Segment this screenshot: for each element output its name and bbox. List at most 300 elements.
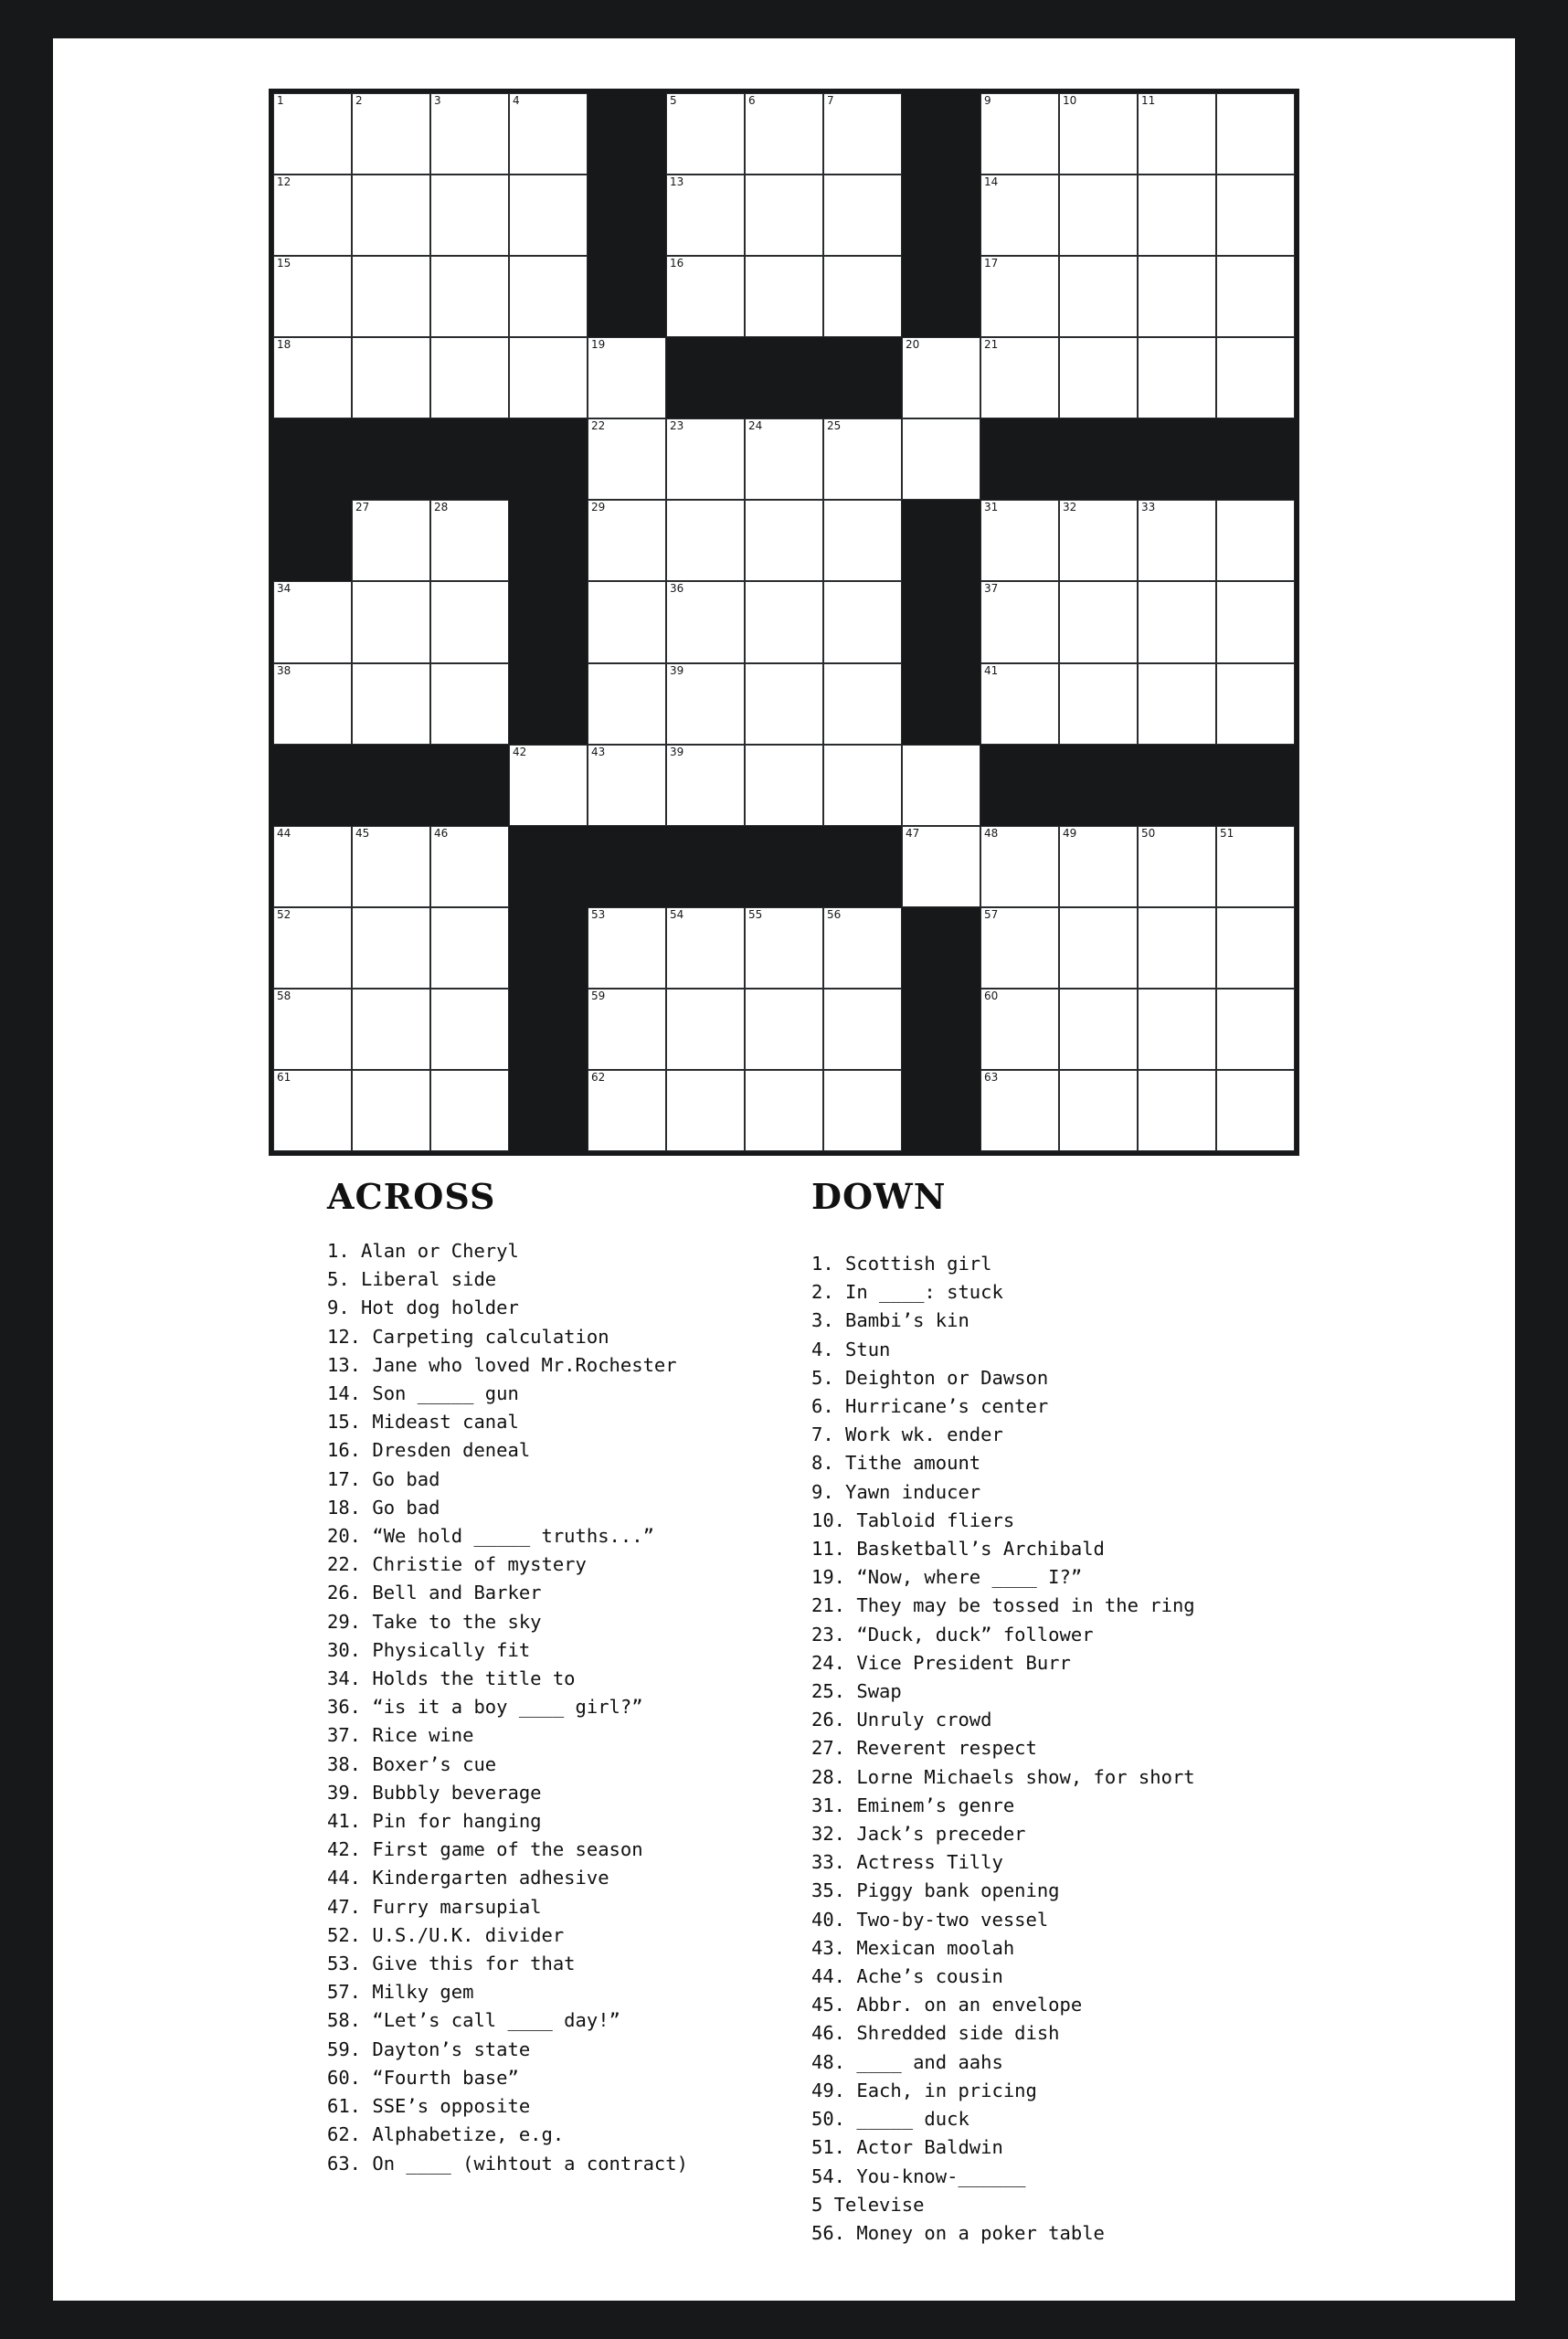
grid-block xyxy=(1138,418,1216,500)
grid-cell[interactable] xyxy=(745,745,823,826)
across-clue-item: 47. Furry marsupial xyxy=(327,1895,542,1918)
grid-cell[interactable] xyxy=(980,663,1059,745)
cell-number: 59 xyxy=(591,989,606,1002)
grid-cell[interactable] xyxy=(352,1070,430,1151)
grid-block xyxy=(509,826,588,907)
grid-cell[interactable] xyxy=(980,500,1059,581)
cell-number: 18 xyxy=(277,338,291,352)
down-clue-item: 11. Basketball’s Archibald xyxy=(811,1538,1105,1561)
grid-cell[interactable] xyxy=(1138,256,1216,337)
grid-cell[interactable] xyxy=(745,663,823,745)
down-clue-item: 28. Lorne Michaels show, for short xyxy=(811,1765,1195,1788)
grid-block xyxy=(430,745,509,826)
grid-block xyxy=(430,418,509,500)
grid-cell[interactable] xyxy=(745,989,823,1070)
grid-cell[interactable] xyxy=(430,581,509,662)
grid-cell[interactable] xyxy=(588,1070,666,1151)
cell-number: 33 xyxy=(1141,501,1156,514)
cell-number: 28 xyxy=(434,501,449,514)
cell-number: 53 xyxy=(591,907,606,921)
down-clue-item: 35. Piggy bank opening xyxy=(811,1879,1060,1902)
grid-cell[interactable] xyxy=(509,745,588,826)
grid-cell[interactable] xyxy=(1216,500,1295,581)
across-clue-item: 15. Mideast canal xyxy=(327,1411,519,1434)
down-clue-item: 10. Tabloid fliers xyxy=(811,1508,1015,1531)
cell-number: 4 xyxy=(513,94,520,107)
across-clue-item: 16. Dresden deneal xyxy=(327,1439,531,1462)
across-clue-item: 57. Milky gem xyxy=(327,1981,474,2004)
grid-cell[interactable] xyxy=(1138,826,1216,907)
grid-cell[interactable] xyxy=(1138,500,1216,581)
down-clue-item: 2. In ____: stuck xyxy=(811,1281,1003,1304)
grid-cell[interactable] xyxy=(1059,175,1138,256)
down-clue-item: 1. Scottish girl xyxy=(811,1253,992,1275)
grid-cell[interactable] xyxy=(1216,581,1295,662)
cell-number: 21 xyxy=(984,338,999,352)
grid-cell[interactable] xyxy=(823,418,902,500)
grid-cell[interactable] xyxy=(902,745,980,826)
grid-cell[interactable] xyxy=(1216,337,1295,418)
grid-cell[interactable] xyxy=(745,175,823,256)
grid-cell[interactable] xyxy=(273,581,352,662)
grid-cell[interactable] xyxy=(823,663,902,745)
grid-cell[interactable] xyxy=(823,1070,902,1151)
cell-number: 3 xyxy=(434,94,441,107)
cell-number: 39 xyxy=(670,745,684,758)
cell-number: 49 xyxy=(1063,826,1077,840)
grid-block xyxy=(902,256,980,337)
grid-cell[interactable] xyxy=(273,907,352,989)
down-clue-item: 44. Ache’s cousin xyxy=(811,1965,1003,1988)
grid-cell[interactable] xyxy=(745,256,823,337)
grid-cell[interactable] xyxy=(430,256,509,337)
grid-block xyxy=(509,500,588,581)
grid-block xyxy=(588,256,666,337)
across-clue-item: 26. Bell and Barker xyxy=(327,1582,542,1604)
cell-number: 44 xyxy=(277,826,291,840)
down-clue-item: 56. Money on a poker table xyxy=(811,2221,1105,2244)
across-clue-item: 9. Hot dog holder xyxy=(327,1297,519,1319)
down-clue-item: 32. Jack’s preceder xyxy=(811,1823,1026,1846)
across-clue-item: 14. Son _____ gun xyxy=(327,1382,519,1405)
grid-cell[interactable] xyxy=(1059,256,1138,337)
grid-cell[interactable] xyxy=(745,500,823,581)
grid-cell[interactable] xyxy=(1059,826,1138,907)
cell-number: 60 xyxy=(984,989,999,1002)
grid-cell[interactable] xyxy=(430,175,509,256)
grid-cell[interactable] xyxy=(902,826,980,907)
across-clue-item: 61. SSE’s opposite xyxy=(327,2095,531,2118)
grid-block xyxy=(902,175,980,256)
grid-cell[interactable] xyxy=(980,907,1059,989)
cell-number: 41 xyxy=(984,663,999,677)
grid-cell[interactable] xyxy=(1216,256,1295,337)
down-clue-item: 50. _____ duck xyxy=(811,2108,969,2131)
cell-number: 57 xyxy=(984,907,999,921)
grid-cell[interactable] xyxy=(273,93,352,175)
grid-cell[interactable] xyxy=(588,745,666,826)
grid-cell[interactable] xyxy=(745,581,823,662)
grid-cell[interactable] xyxy=(588,500,666,581)
cell-number: 12 xyxy=(277,175,291,189)
grid-cell[interactable] xyxy=(588,337,666,418)
cell-number: 32 xyxy=(1063,501,1077,514)
grid-cell[interactable] xyxy=(1216,826,1295,907)
down-clue-item: 49. Each, in pricing xyxy=(811,2079,1037,2101)
down-clue-item: 23. “Duck, duck” follower xyxy=(811,1623,1094,1646)
across-column xyxy=(327,1176,802,2178)
grid-cell[interactable] xyxy=(352,337,430,418)
grid-cell[interactable] xyxy=(745,93,823,175)
grid-block xyxy=(509,418,588,500)
grid-cell[interactable] xyxy=(980,989,1059,1070)
grid-cell[interactable] xyxy=(352,989,430,1070)
across-clue-item: 52. U.S./U.K. divider xyxy=(327,1923,565,1946)
across-clue-item: 62. Alphabetize, e.g. xyxy=(327,2123,565,2146)
cell-number: 55 xyxy=(748,907,763,921)
across-clue-item: 12. Carpeting calculation xyxy=(327,1325,609,1348)
grid-block xyxy=(588,175,666,256)
grid-cell[interactable] xyxy=(1059,989,1138,1070)
grid-cell[interactable] xyxy=(430,93,509,175)
grid-cell[interactable] xyxy=(666,256,745,337)
grid-cell[interactable] xyxy=(980,93,1059,175)
grid-cell[interactable] xyxy=(666,418,745,500)
grid-block xyxy=(1216,745,1295,826)
down-clue-item: 24. Vice President Burr xyxy=(811,1651,1071,1674)
down-clue-item: 21. They may be tossed in the ring xyxy=(811,1594,1195,1617)
across-clue-item: 44. Kindergarten adhesive xyxy=(327,1867,609,1889)
grid-cell[interactable] xyxy=(1059,907,1138,989)
grid-block xyxy=(509,907,588,989)
cell-number: 2 xyxy=(355,94,363,107)
grid-block xyxy=(1059,745,1138,826)
grid-cell[interactable] xyxy=(823,175,902,256)
across-clue-item: 58. “Let’s call ____ day!” xyxy=(327,2009,620,2032)
cell-number: 22 xyxy=(591,419,606,433)
grid-cell[interactable] xyxy=(666,175,745,256)
grid-cell[interactable] xyxy=(1216,175,1295,256)
grid-cell[interactable] xyxy=(1138,989,1216,1070)
cell-number: 20 xyxy=(906,338,920,352)
cell-number: 39 xyxy=(670,663,684,677)
cell-number: 24 xyxy=(748,419,763,433)
grid-block xyxy=(980,745,1059,826)
across-clue-item: 18. Go bad xyxy=(327,1496,440,1519)
grid-cell[interactable] xyxy=(980,581,1059,662)
grid-cell[interactable] xyxy=(273,175,352,256)
grid-cell[interactable] xyxy=(588,663,666,745)
down-clue-item: 54. You-know-______ xyxy=(811,2164,1026,2187)
grid-cell[interactable] xyxy=(1059,1070,1138,1151)
across-clue-item: 39. Bubbly beverage xyxy=(327,1781,542,1804)
across-clue-item: 42. First game of the season xyxy=(327,1838,643,1861)
cell-number: 56 xyxy=(827,907,842,921)
grid-cell[interactable] xyxy=(980,256,1059,337)
cell-number: 25 xyxy=(827,419,842,433)
grid-cell[interactable] xyxy=(430,1070,509,1151)
cell-number: 43 xyxy=(591,745,606,758)
cell-number: 46 xyxy=(434,826,449,840)
grid-cell[interactable] xyxy=(1216,93,1295,175)
grid-block xyxy=(273,745,352,826)
down-clue-item: 5 Televise xyxy=(811,2193,925,2216)
cell-number: 38 xyxy=(277,663,291,677)
cell-number: 9 xyxy=(984,94,991,107)
across-heading: ACROSS xyxy=(327,1176,496,1217)
down-clue-item: 4. Stun xyxy=(811,1338,891,1360)
grid-cell[interactable] xyxy=(980,1070,1059,1151)
grid-cell[interactable] xyxy=(273,663,352,745)
grid-block xyxy=(823,826,902,907)
grid-cell[interactable] xyxy=(430,663,509,745)
grid-block xyxy=(509,989,588,1070)
down-clue-item: 25. Swap xyxy=(811,1680,902,1703)
grid-cell[interactable] xyxy=(823,500,902,581)
cell-number: 51 xyxy=(1220,826,1234,840)
grid-cell[interactable] xyxy=(666,663,745,745)
grid-cell[interactable] xyxy=(823,256,902,337)
grid-block xyxy=(352,418,430,500)
grid-block xyxy=(902,93,980,175)
cell-number: 15 xyxy=(277,257,291,270)
grid-cell[interactable] xyxy=(352,256,430,337)
grid-cell[interactable] xyxy=(745,1070,823,1151)
grid-cell[interactable] xyxy=(352,93,430,175)
down-column xyxy=(811,1176,1396,2248)
cell-number: 13 xyxy=(670,175,684,189)
grid-block xyxy=(745,337,823,418)
across-clue-item: 5. Liberal side xyxy=(327,1268,497,1291)
across-clue-item: 1. Alan or Cheryl xyxy=(327,1240,519,1262)
grid-cell[interactable] xyxy=(509,337,588,418)
cell-number: 14 xyxy=(984,175,999,189)
grid-cell[interactable] xyxy=(980,826,1059,907)
grid-cell[interactable] xyxy=(273,256,352,337)
grid-cell[interactable] xyxy=(509,256,588,337)
across-clue-item: 37. Rice wine xyxy=(327,1724,474,1747)
across-clue-item: 34. Holds the title to xyxy=(327,1667,576,1690)
grid-cell[interactable] xyxy=(1059,93,1138,175)
cell-number: 42 xyxy=(513,745,527,758)
grid-cell[interactable] xyxy=(666,93,745,175)
grid-cell[interactable] xyxy=(823,93,902,175)
grid-cell[interactable] xyxy=(1138,337,1216,418)
grid-cell[interactable] xyxy=(980,337,1059,418)
across-clue-list xyxy=(327,1237,802,2178)
grid-cell[interactable] xyxy=(1059,337,1138,418)
grid-cell[interactable] xyxy=(352,907,430,989)
cell-number: 63 xyxy=(984,1070,999,1084)
grid-block xyxy=(902,500,980,581)
grid-block xyxy=(980,418,1059,500)
grid-cell[interactable] xyxy=(745,907,823,989)
grid-cell[interactable] xyxy=(352,500,430,581)
grid-cell[interactable] xyxy=(430,500,509,581)
cell-number: 48 xyxy=(984,826,999,840)
clues-section xyxy=(53,1176,1515,2248)
grid-cell[interactable] xyxy=(666,500,745,581)
down-clue-item: 27. Reverent respect xyxy=(811,1737,1037,1760)
crossword-grid[interactable] xyxy=(273,93,1295,1151)
grid-cell[interactable] xyxy=(666,581,745,662)
across-clue-item: 17. Go bad xyxy=(327,1467,440,1490)
down-clue-item: 45. Abbr. on an envelope xyxy=(811,1994,1083,2016)
down-clue-item: 43. Mexican moolah xyxy=(811,1936,1015,1959)
down-clue-item: 51. Actor Baldwin xyxy=(811,2136,1003,2159)
grid-block xyxy=(273,500,352,581)
cell-number: 61 xyxy=(277,1070,291,1084)
grid-block xyxy=(902,581,980,662)
grid-cell[interactable] xyxy=(430,907,509,989)
cell-number: 27 xyxy=(355,501,370,514)
across-clue-item: 20. “We hold _____ truths...” xyxy=(327,1525,654,1548)
down-clue-item: 33. Actress Tilly xyxy=(811,1851,1003,1874)
down-clue-item: 6. Hurricane’s center xyxy=(811,1395,1049,1418)
down-clue-item: 31. Eminem’s genre xyxy=(811,1794,1015,1816)
grid-block xyxy=(745,826,823,907)
grid-cell[interactable] xyxy=(666,989,745,1070)
grid-cell[interactable] xyxy=(823,989,902,1070)
across-clue-item: 59. Dayton’s state xyxy=(327,2037,531,2060)
grid-block xyxy=(902,989,980,1070)
across-clue-item: 13. Jane who loved Mr.Rochester xyxy=(327,1353,677,1376)
cell-number: 5 xyxy=(670,94,677,107)
cell-number: 23 xyxy=(670,419,684,433)
cell-number: 1 xyxy=(277,94,284,107)
grid-cell[interactable] xyxy=(1216,907,1295,989)
grid-cell[interactable] xyxy=(588,418,666,500)
puzzle-page xyxy=(53,38,1515,2301)
down-clue-item: 5. Deighton or Dawson xyxy=(811,1366,1049,1389)
grid-cell[interactable] xyxy=(352,663,430,745)
down-clue-item: 8. Tithe amount xyxy=(811,1452,981,1475)
crossword-grid-container xyxy=(269,89,1299,1156)
grid-cell[interactable] xyxy=(823,907,902,989)
grid-cell[interactable] xyxy=(1138,1070,1216,1151)
grid-cell[interactable] xyxy=(1059,663,1138,745)
across-clue-item: 36. “is it a boy ____ girl?” xyxy=(327,1696,643,1719)
grid-cell[interactable] xyxy=(509,93,588,175)
grid-cell[interactable] xyxy=(273,337,352,418)
cell-number: 50 xyxy=(1141,826,1156,840)
grid-cell[interactable] xyxy=(509,175,588,256)
cell-number: 17 xyxy=(984,257,999,270)
grid-cell[interactable] xyxy=(1138,93,1216,175)
cell-number: 62 xyxy=(591,1070,606,1084)
down-clue-item: 7. Work wk. ender xyxy=(811,1424,1003,1446)
across-clue-item: 63. On ____ (wihtout a contract) xyxy=(327,2152,688,2175)
grid-cell[interactable] xyxy=(588,907,666,989)
grid-block xyxy=(273,418,352,500)
grid-cell[interactable] xyxy=(352,826,430,907)
grid-cell[interactable] xyxy=(1216,1070,1295,1151)
grid-cell[interactable] xyxy=(1138,663,1216,745)
grid-block xyxy=(588,826,666,907)
grid-cell[interactable] xyxy=(1216,989,1295,1070)
across-clue-item: 30. Physically fit xyxy=(327,1638,531,1661)
cell-number: 29 xyxy=(591,501,606,514)
grid-cell[interactable] xyxy=(1138,175,1216,256)
grid-cell[interactable] xyxy=(273,1070,352,1151)
across-clue-item: 38. Boxer’s cue xyxy=(327,1752,497,1775)
cell-number: 19 xyxy=(591,338,606,352)
grid-cell[interactable] xyxy=(273,989,352,1070)
grid-cell[interactable] xyxy=(430,337,509,418)
grid-block xyxy=(588,93,666,175)
across-clue-item: 60. “Fourth base” xyxy=(327,2066,519,2089)
grid-block xyxy=(509,1070,588,1151)
cell-number: 11 xyxy=(1141,94,1156,107)
cell-number: 36 xyxy=(670,582,684,596)
across-clue-item: 41. Pin for hanging xyxy=(327,1810,542,1833)
grid-cell[interactable] xyxy=(352,175,430,256)
down-clue-item: 9. Yawn inducer xyxy=(811,1480,981,1503)
down-heading: DOWN xyxy=(811,1176,947,1217)
grid-cell[interactable] xyxy=(588,989,666,1070)
down-clue-list xyxy=(811,1250,1396,2248)
grid-cell[interactable] xyxy=(588,581,666,662)
grid-cell[interactable] xyxy=(823,581,902,662)
grid-cell[interactable] xyxy=(430,826,509,907)
grid-block xyxy=(902,1070,980,1151)
grid-block xyxy=(1059,418,1138,500)
cell-number: 34 xyxy=(277,582,291,596)
grid-cell[interactable] xyxy=(352,581,430,662)
cell-number: 31 xyxy=(984,501,999,514)
grid-cell[interactable] xyxy=(273,826,352,907)
cell-number: 37 xyxy=(984,582,999,596)
grid-cell[interactable] xyxy=(1138,907,1216,989)
grid-cell[interactable] xyxy=(902,337,980,418)
across-clue-item: 53. Give this for that xyxy=(327,1953,576,1975)
grid-block xyxy=(1138,745,1216,826)
grid-block xyxy=(823,337,902,418)
cell-number: 47 xyxy=(906,826,920,840)
grid-block xyxy=(509,663,588,745)
grid-cell[interactable] xyxy=(666,907,745,989)
grid-cell[interactable] xyxy=(1138,581,1216,662)
grid-cell[interactable] xyxy=(666,1070,745,1151)
grid-cell[interactable] xyxy=(430,989,509,1070)
down-clue-item: 46. Shredded side dish xyxy=(811,2022,1060,2045)
grid-cell[interactable] xyxy=(1216,663,1295,745)
grid-cell[interactable] xyxy=(1059,581,1138,662)
cell-number: 7 xyxy=(827,94,834,107)
across-clue-item: 22. Christie of mystery xyxy=(327,1553,587,1576)
cell-number: 45 xyxy=(355,826,370,840)
cell-number: 54 xyxy=(670,907,684,921)
grid-cell[interactable] xyxy=(745,418,823,500)
cell-number: 58 xyxy=(277,989,291,1002)
grid-block xyxy=(352,745,430,826)
grid-block xyxy=(902,663,980,745)
grid-block xyxy=(666,337,745,418)
down-clue-item: 40. Two-by-two vessel xyxy=(811,1908,1049,1931)
down-clue-item: 3. Bambi’s kin xyxy=(811,1309,969,1332)
grid-block xyxy=(509,581,588,662)
cell-number: 52 xyxy=(277,907,291,921)
grid-block xyxy=(1216,418,1295,500)
cell-number: 10 xyxy=(1063,94,1077,107)
down-clue-item: 48. ____ and aahs xyxy=(811,2050,1003,2073)
grid-block xyxy=(666,826,745,907)
grid-cell[interactable] xyxy=(823,745,902,826)
grid-cell[interactable] xyxy=(666,745,745,826)
grid-cell[interactable] xyxy=(1059,500,1138,581)
grid-cell[interactable] xyxy=(902,418,980,500)
grid-cell[interactable] xyxy=(980,175,1059,256)
